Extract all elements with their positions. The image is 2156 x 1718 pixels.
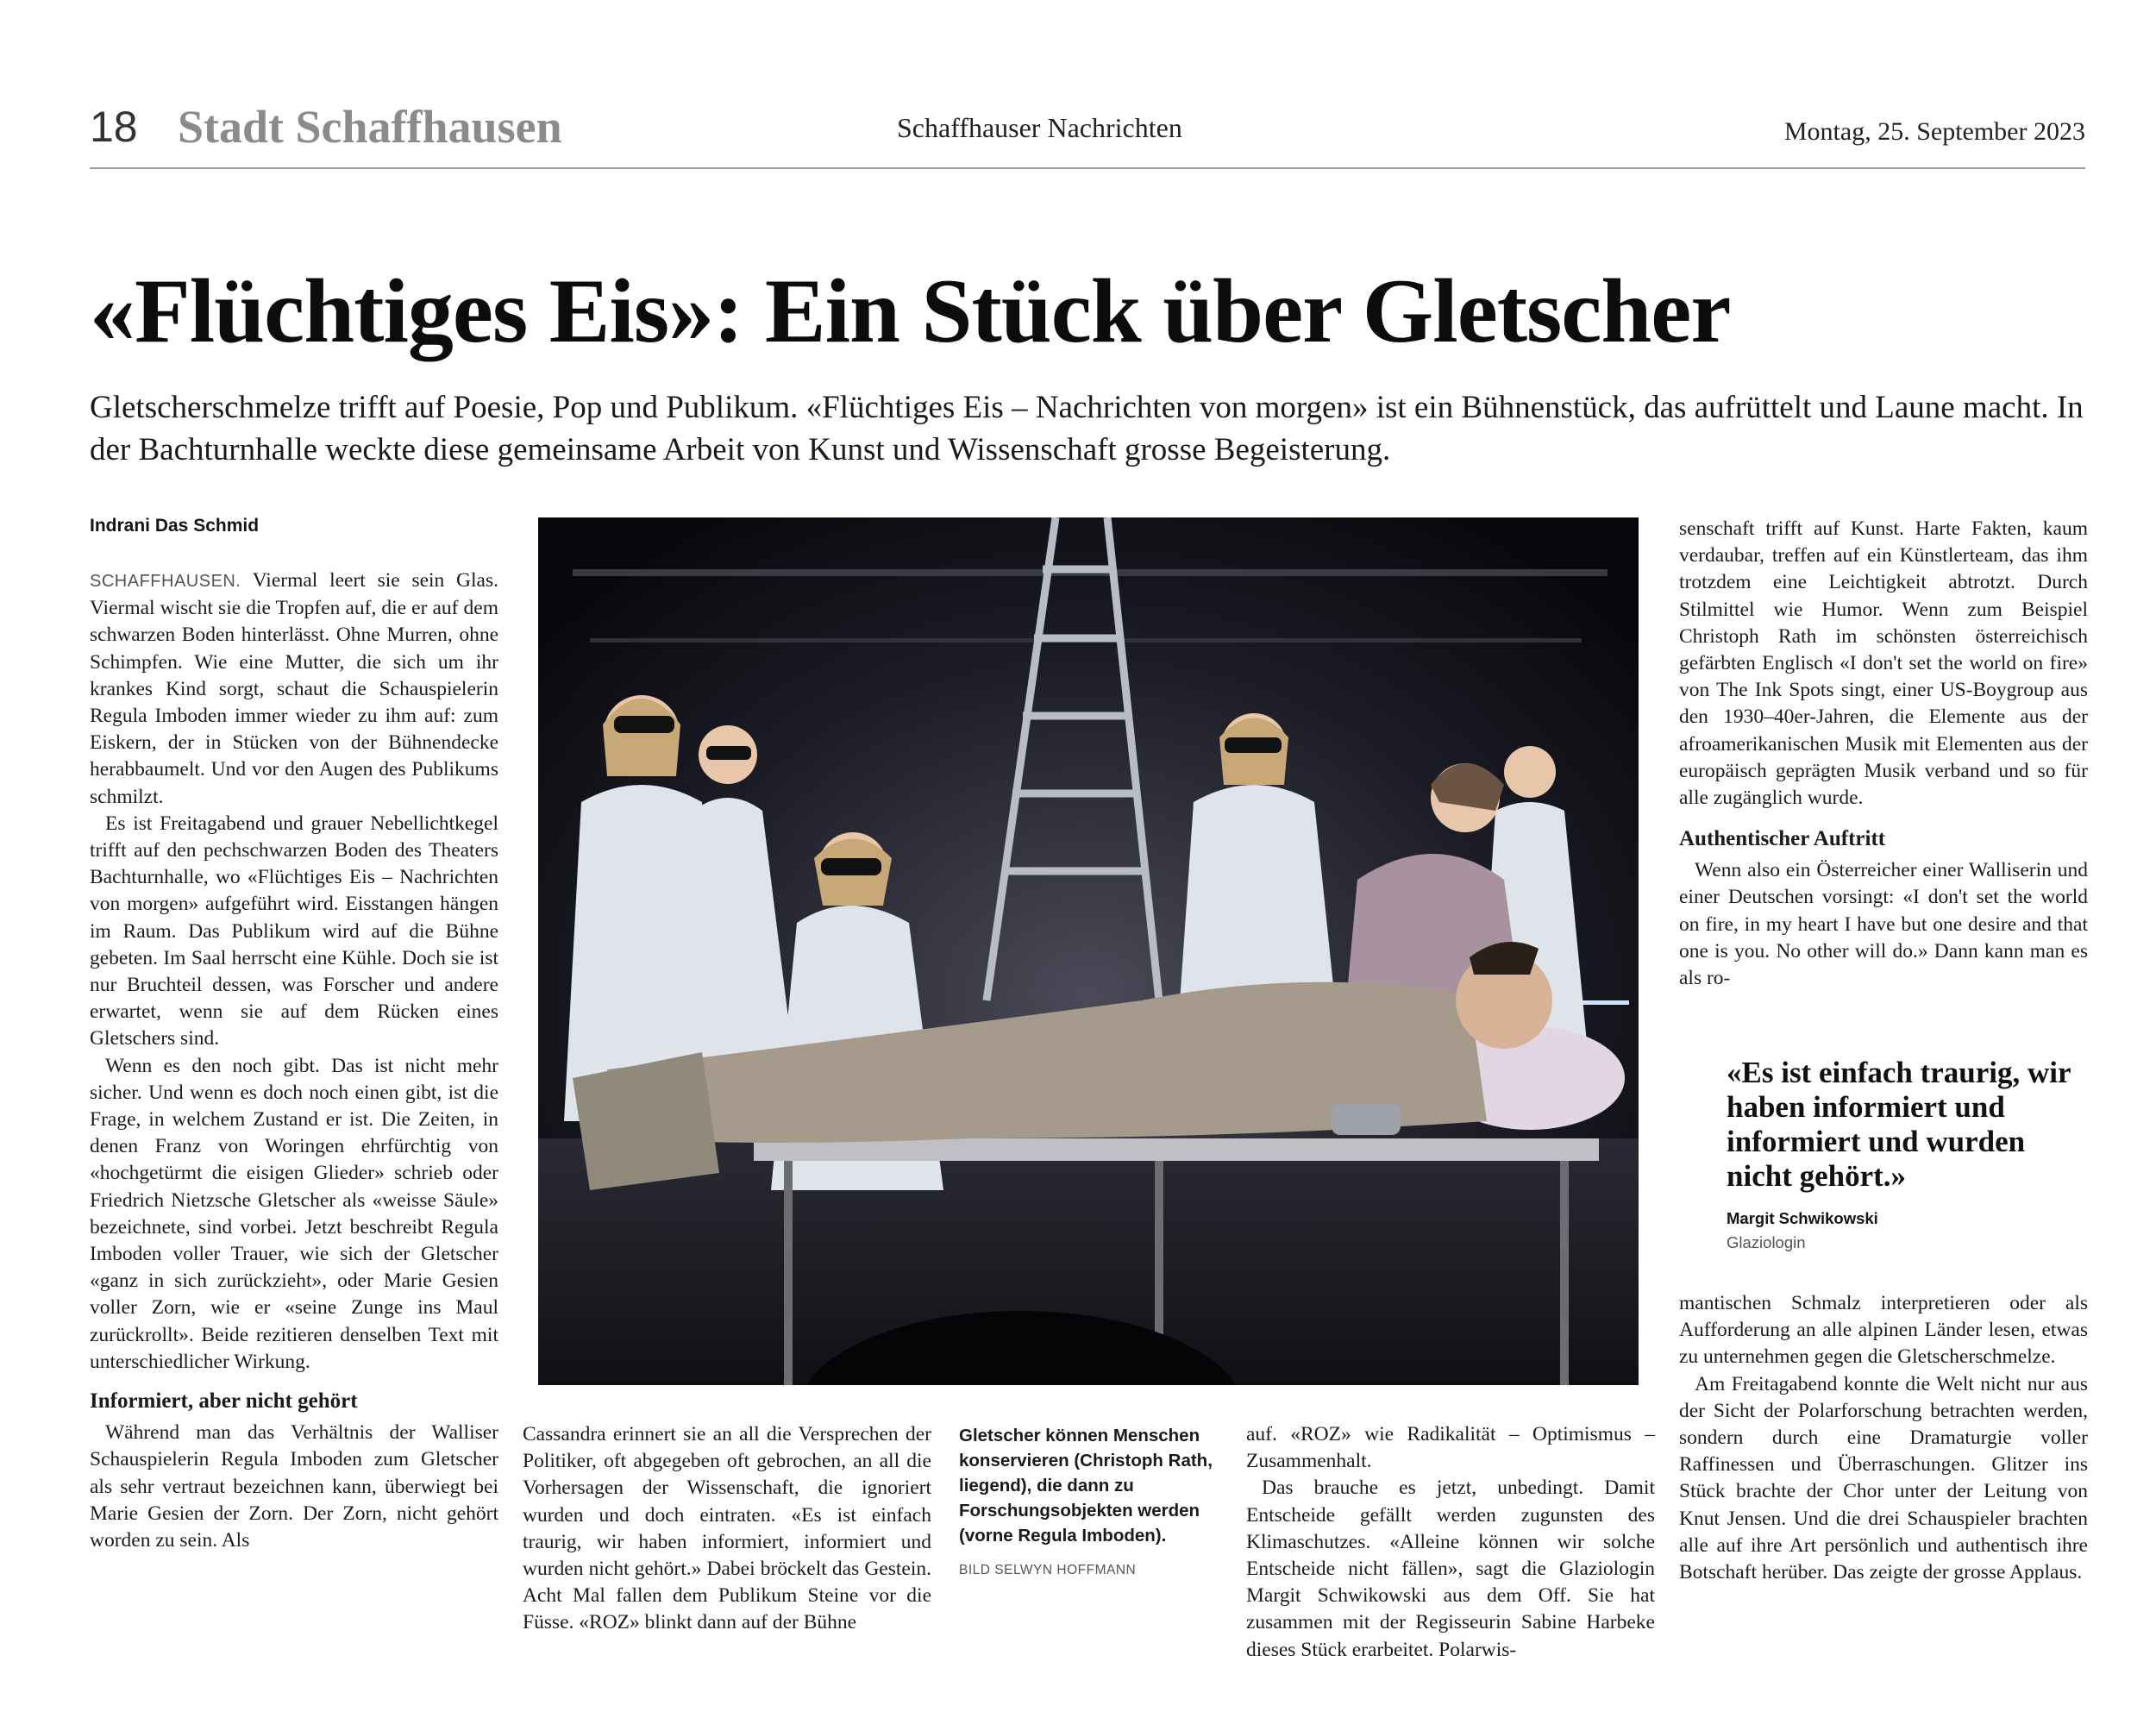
lead-paragraph: Gletscherschmelze trifft auf Poesie, Pop und Publikum. «Flüchtiges Eis – Nachrichten von morgen» ist ein Bühnenstück, das aufrüttelt und Laune macht. In der Bachturnhalle weckte diese gemeinsame Arbeit von Kunst und Wissenschaft grosse Begeisterung. [90, 390, 2084, 467]
column-4 [1246, 1421, 1655, 1664]
body-paragraph: mantischen Schmalz interpretieren oder als Aufforderung an alle alpinen Länder lesen, etwas zu unternehmen gegen die Gletscherschmelze. [1679, 1292, 2088, 1369]
body-paragraph: Es ist Freitagabend und grauer Nebellichtkegel trifft auf den pechschwarzen Boden des Theaters Bachturnhalle, wo «Flüchtiges Eis – Nachrichten von morgen» aufgeführt wird. Eisstangen hängen im Raum. Das Publikum wird auf die Bühne gebeten. Im Saal herrscht eine Kühle. Doch sie ist nur Bruchteil dessen, was Forscher und andere erwartet, wenn sie auf dem Rücken eines Gletschers sind. [90, 812, 498, 1050]
pull-quote-author: Margit Schwikowski [1727, 1209, 1878, 1227]
column-2 [523, 1421, 931, 1637]
photo-caption: Gletscher können Menschen konservieren (Christoph Rath, liegend), die dann zu Forschungsobjekten werden (vorne Regula Imboden). [959, 1426, 1213, 1546]
body-paragraph: Am Freitagabend konnte die Welt nicht nur aus der Sicht der Polarforschung betrachten werden, sondern durch eine Dramaturgie voller Raffinessen und Überraschungen. Glitzer ins Stück brachte der Chor unter der Leitung von Knut Jensen. Und die drei Schauspieler brachten alle auf ihre Art persönlich und authentisch ihre Botschaft herüber. Das zeigte der grosse Applaus. [1679, 1372, 2088, 1584]
body-paragraph: SCHAFFHAUSEN. Viermal leert sie sein Glas. Viermal wischt sie die Tropfen auf, die er auf dem schwarzen Boden hinterlässt. Ohne Murren, ohne Schimpfen. Wie eine Mutter, die sich um ihr krankes Kind sorgt, schaut die Schauspielerin Regula Imboden immer wieder zu ihm auf: zum Eiskern, der in Stücken von der Bühnendecke herabbaumelt. Und vor den Augen des Publikums schmilzt. [90, 569, 499, 808]
column-5-top [1679, 516, 2088, 992]
body-paragraph: Cassandra erinnert sie an all die Versprechen der Politiker, oft abgegeben oft gebrochen, an all die Vorhersagen der Wissenschaft, die ignoriert wurden und doch eintraten. «Es ist einfach traurig, wir haben informiert, informiert und wurden nicht gehört.» Dabei bröckelt das Gestein. Acht Mal fallen dem Publikum Steine vor die Füsse. «ROZ» blinkt dann auf der Bühne [523, 1423, 931, 1634]
dateline: SCHAFFHAUSEN. [90, 572, 241, 591]
page-number: 18 [90, 103, 138, 151]
column-1 [90, 567, 498, 1554]
body-paragraph: Wenn es den noch gibt. Das ist nicht mehr sicher. Und wenn es doch noch einen gibt, ist die Frage, in welchem Zustand er ist. Die Zeiten, in denen Franz von Woringen ehrfürchtig von «hochgetürmt die eisigen Glieder» schrieb oder Friedrich Nietzsche Gletscher als «weisse Säule» bezeichnete, sind vorbei. Jetzt beschreibt Regula Imboden voller Trauer, wie sich der Gletscher «ganz in sich zurückzieht», oder Marie Gesien voller Zorn, wie er «seine Zunge ins Maul zurückrollt». Beide rezitieren denselben Text mit unterschiedlicher Wirkung. [90, 1054, 498, 1373]
headline: «Flüchtiges Eis»: Ein Stück über Gletscher [90, 260, 1731, 361]
body-paragraph: auf. «ROZ» wie Radikalität – Optimismus – Zusammenhalt. [1246, 1423, 1655, 1473]
body-paragraph: Während man das Verhältnis der Walliser Schauspielerin Regula Imboden zum Gletscher als sehr vertraut bezeichnen kann, überwiegt bei Marie Gesien der Zorn. Der Zorn, nicht gehört worden zu sein. Als [90, 1421, 498, 1552]
photo-credit: BILD SELWYN HOFFMANN [959, 1563, 1137, 1577]
pull-quote-role: Glaziologin [1727, 1233, 1806, 1251]
header-rule [90, 167, 2085, 169]
pull-quote: «Es ist einfach traurig, wir haben informiert und informiert und wurden nicht gehört.» [1727, 1056, 2071, 1193]
article-photo [538, 517, 1639, 1385]
issue-date: Montag, 25. September 2023 [1783, 117, 2085, 146]
body-paragraph: Das brauche es jetzt, unbedingt. Damit Entscheide gefällt werden zugunsten des Klimaschutzes. «Alleine können wir solche Entscheide nicht fällen», sagt die Glaziologin Margit Schwikowski aus dem Off. Sie hat zusammen mit der Regisseurin Sabine Harbeke dieses Stück erarbeitet. Polarwis- [1246, 1477, 1655, 1661]
author-byline: Indrani Das Schmid [90, 516, 260, 536]
body-paragraph: Wenn also ein Österreicher einer Walliserin und einer Deutschen vorsingt: «I don't set the world on fire, in my heart I have but one desire and that one is you. No other will do.» Dann kann man es als ro- [1679, 859, 2088, 990]
column-5-bottom [1679, 1290, 2088, 1586]
section-title: Stadt Schaffhausen [178, 101, 562, 153]
body-paragraph: senschaft trifft auf Kunst. Harte Fakten, kaum verdaubar, treffen auf ein Künstlerteam, das ihm trotzdem eine Leichtigkeit abtrotzt. Durch Stilmittel wie Humor. Wenn zum Beispiel Christoph Rath im schönsten österreichisch gefärbten Englisch «I don't set the world on fire» von The Ink Spots singt, einer US-Boygroup aus den 1930–40er-Jahren, die Elemente aus der afroamerikanischen Musik mit Elementen aus der europäisch geprägten Musik verband und so für alle zugänglich wurde. [1679, 517, 2088, 810]
newspaper-name: Schaffhauser Nachrichten [897, 112, 1182, 143]
subheading: Authentischer Auftritt [1679, 827, 1886, 851]
subheading: Informiert, aber nicht gehört [90, 1389, 358, 1414]
